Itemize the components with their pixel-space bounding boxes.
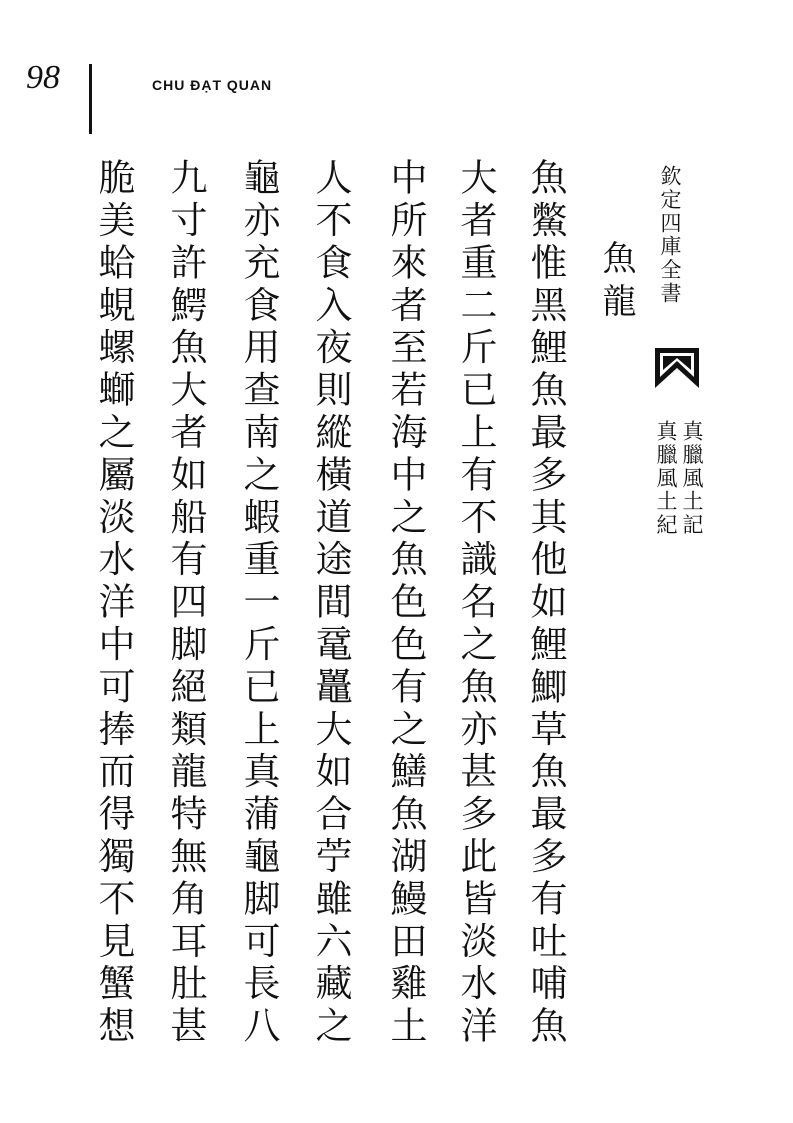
text-column-2: 大者重二斤已上有不識名之魚亦甚多此皆淡水洋 [454, 158, 497, 1049]
margin-title: 欽定四庫全書 [658, 165, 682, 306]
text-column-3: 中所來者至若海中之魚色色有之鱔魚湖鰻田雞土 [384, 158, 427, 1049]
text-column-7: 脆美蛤蜆螺螄之屬淡水洋中可捧而得獨不見蟹想 [92, 158, 135, 1049]
page-number: 98 [26, 59, 60, 96]
margin-subtitle-right: 真臘風土記 [680, 420, 704, 537]
section-heading: 魚龍 [596, 240, 636, 326]
margin-subtitle-left: 真臘風土紀 [654, 420, 678, 537]
text-column-6: 九寸許鰐魚大者如船有四脚絕類龍特無角耳肚甚 [164, 158, 207, 1049]
running-head: CHU ĐẠT QUAN [152, 77, 273, 93]
text-column-4: 人不食入夜則縱橫道途間鼋鼉大如合苧雖六藏之 [309, 158, 352, 1049]
fish-tail-ornament [655, 348, 699, 388]
header-divider [89, 64, 92, 134]
text-column-5: 龜亦充食用查南之蝦重一斤已上真蒲龜脚可長八 [237, 158, 280, 1049]
text-column-1: 魚鱉惟黑鯉魚最多其他如鯉鯽草魚最多有吐哺魚 [524, 158, 567, 1049]
